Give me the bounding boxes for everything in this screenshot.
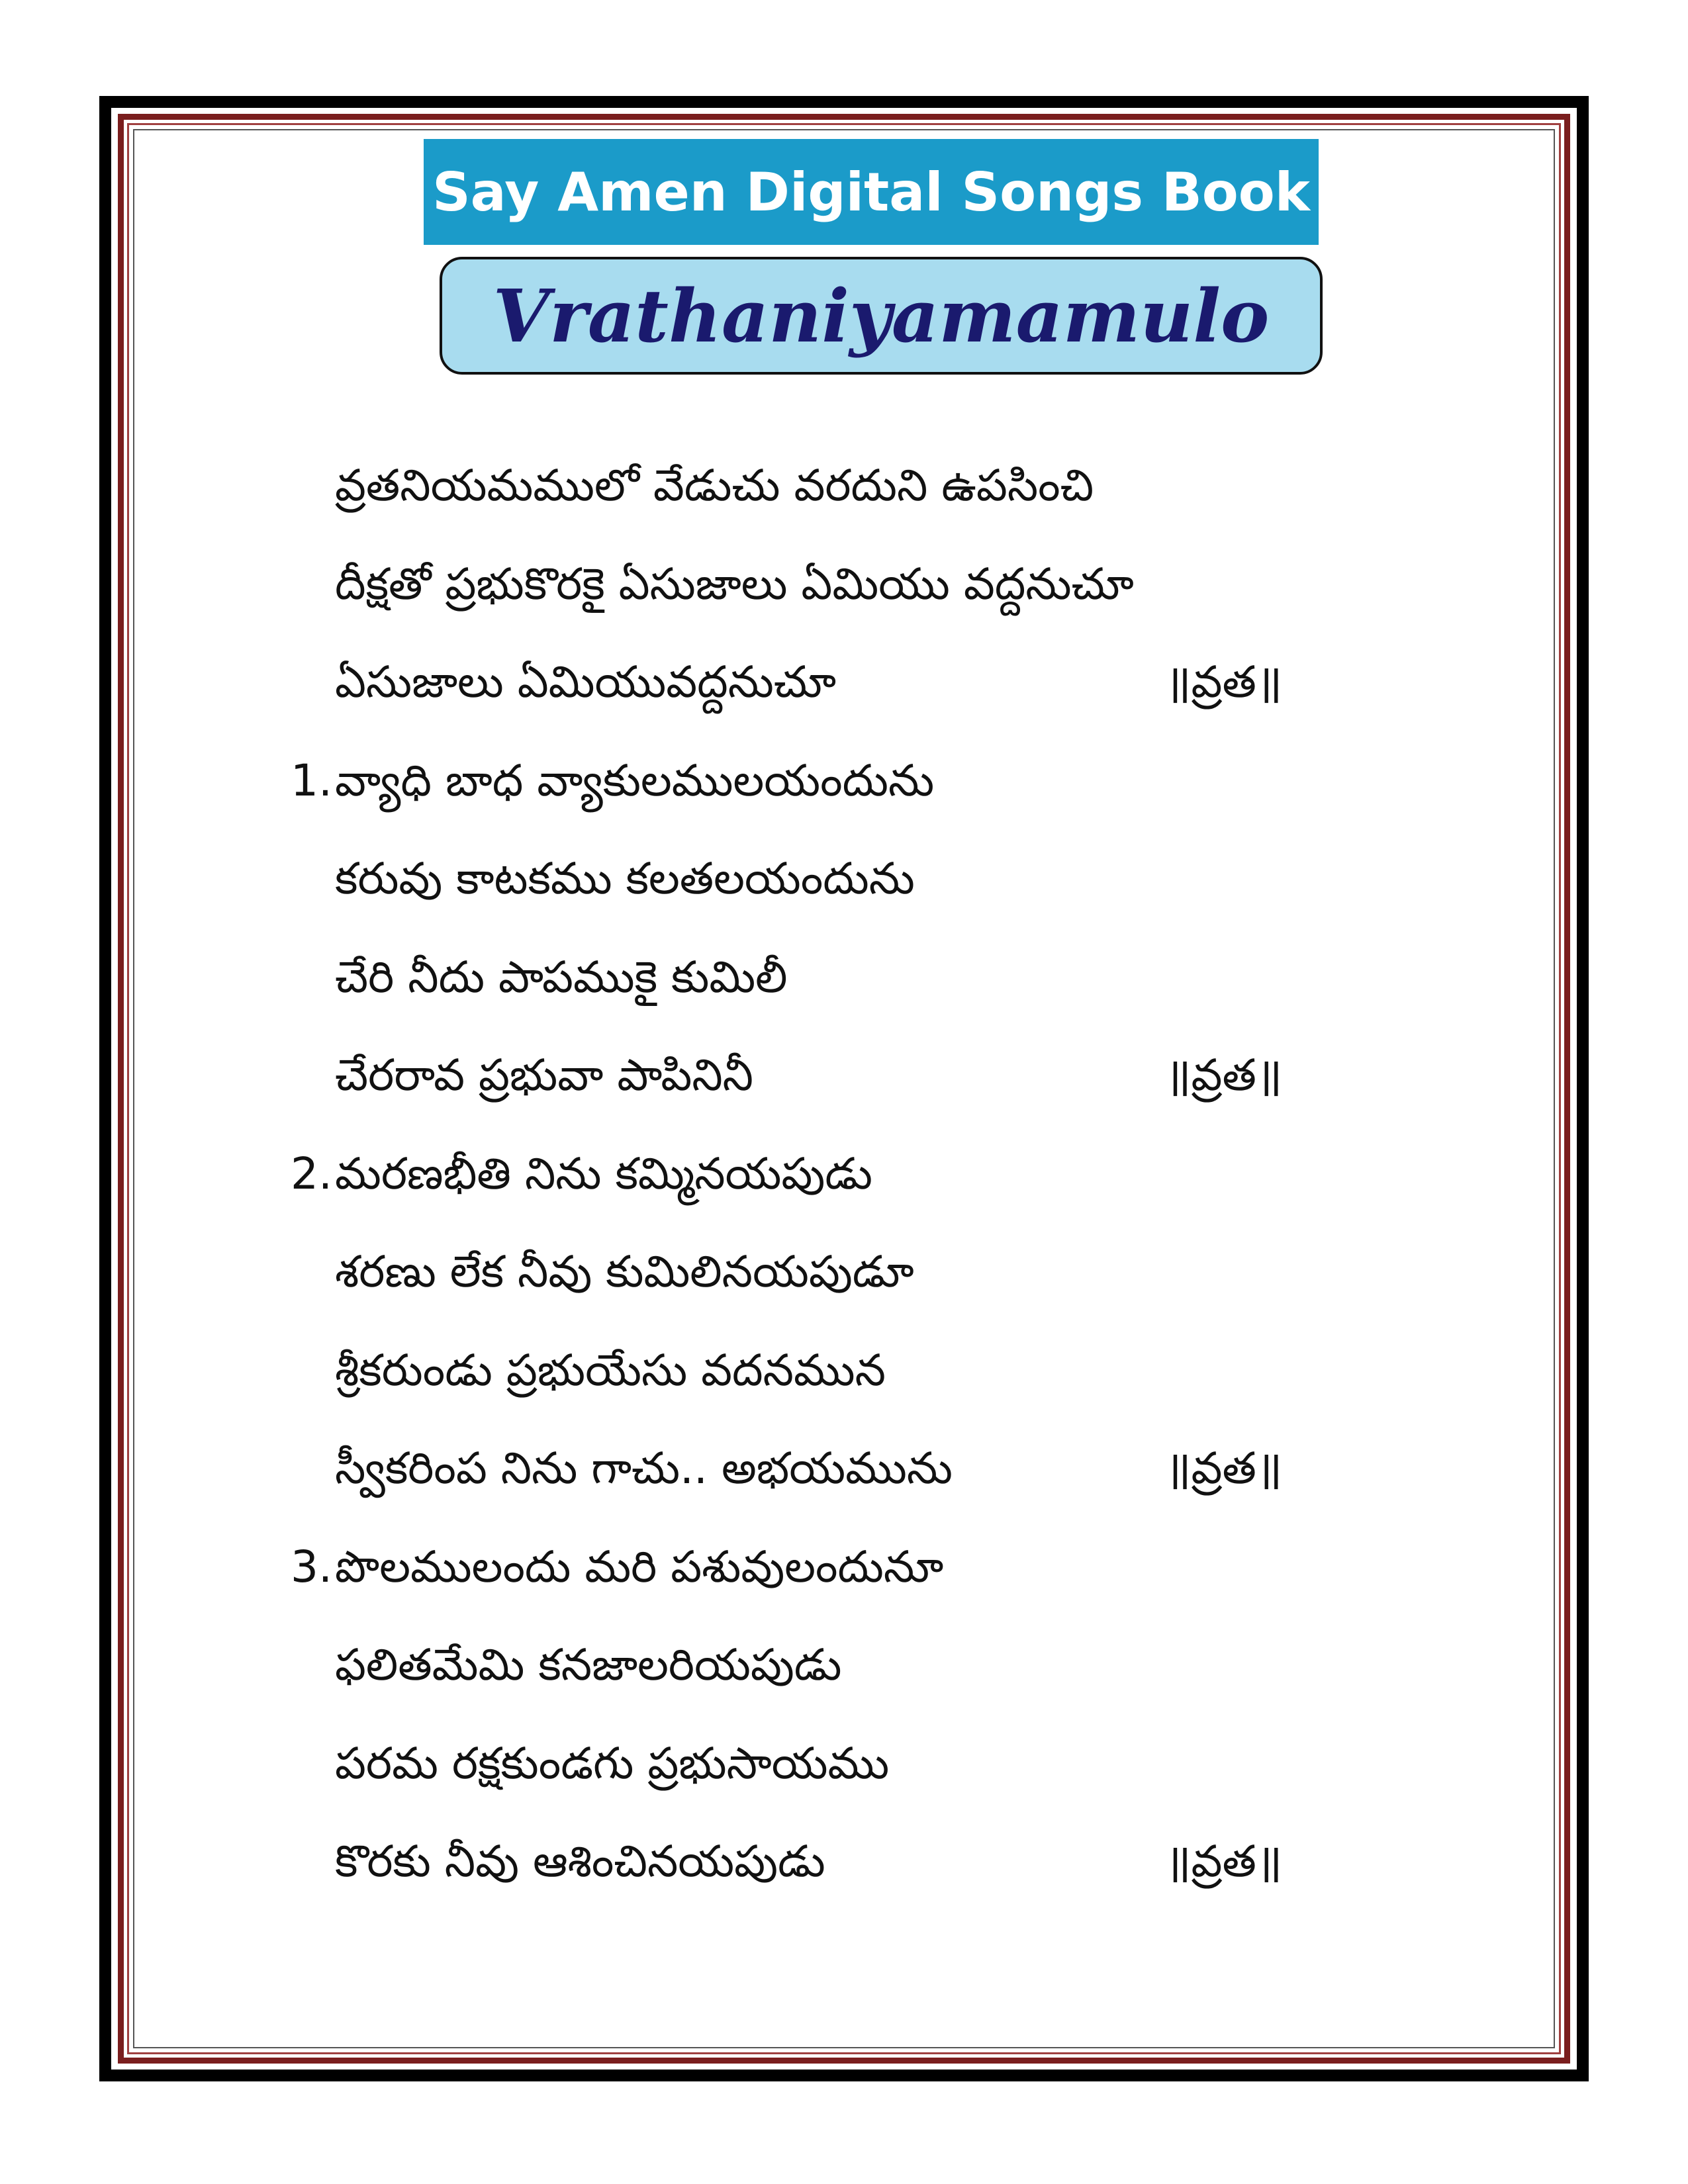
lyric-text: వ్యాధి బాధ వ్యాకులములయందును bbox=[335, 754, 935, 806]
refrain-marker: ॥వ్రత॥ bbox=[1165, 1443, 1283, 1494]
lyric-text: చేరరావ ప్రభువా పాపినినీ bbox=[335, 1050, 753, 1101]
lyric-text: ఫలితమేమి కనజాలరియపుడు bbox=[335, 1639, 842, 1690]
refrain-marker: ॥వ్రత॥ bbox=[1165, 1050, 1283, 1101]
lyric-text: చేరి నీదు పాపముకై కుమిలీ bbox=[335, 951, 788, 1003]
refrain-marker: ॥వ్రత॥ bbox=[1165, 657, 1283, 707]
lyric-text: కొరకు నీవు ఆశించినయపుడు bbox=[335, 1836, 825, 1887]
lyric-text: పరమ రక్షకుండగు ప్రభుసాయము bbox=[335, 1737, 890, 1789]
lyric-text: కరువు కాటకము కలతలయందును bbox=[335, 853, 915, 904]
lyric-line bbox=[285, 437, 1443, 535]
lyric-line bbox=[285, 1715, 1443, 1813]
lyric-line bbox=[285, 1813, 1443, 1911]
lyric-line bbox=[285, 1322, 1443, 1420]
lyric-line bbox=[285, 929, 1443, 1027]
lyric-text: పొలములందు మరి పశువులందునూ bbox=[335, 1541, 944, 1592]
lyric-line bbox=[285, 535, 1443, 634]
lyric-text: శ్రీకరుండు ప్రభుయేసు వదనమున bbox=[335, 1344, 886, 1396]
songbook-banner bbox=[424, 139, 1319, 245]
song-title-box bbox=[440, 257, 1323, 375]
verse-number: 1. bbox=[291, 754, 332, 806]
lyric-line bbox=[285, 1223, 1443, 1322]
lyric-text: మరణభీతి నిను కమ్మినయపుడు bbox=[335, 1148, 872, 1199]
lyric-text: దీక్షతో ప్రభుకొరకై ఏసుజాలు ఏమియు వద్దనుచూ bbox=[335, 558, 1134, 610]
lyric-line bbox=[285, 1616, 1443, 1715]
lyric-line bbox=[285, 1026, 1443, 1125]
lyric-text: శరణు లేక నీవు కుమిలినయపుడూ bbox=[335, 1246, 914, 1297]
song-title: Vrathaniyamamulo bbox=[492, 273, 1270, 359]
banner-title: Say Amen Digital Songs Book bbox=[432, 161, 1310, 223]
lyric-line bbox=[285, 1518, 1443, 1617]
verse-number: 2. bbox=[291, 1148, 332, 1199]
lyric-line bbox=[285, 732, 1443, 831]
lyric-line bbox=[285, 1125, 1443, 1224]
lyric-text: వ్రతనియమములో వేడుచు వరదుని ఉపసించి bbox=[335, 460, 1094, 511]
lyric-text: ఏసుజాలు ఏమియువద్దనుచూ bbox=[335, 657, 837, 707]
lyrics-block bbox=[285, 437, 1443, 1911]
verse-number: 3. bbox=[291, 1541, 332, 1592]
lyric-text: స్వీకరింప నిను గాచు.. అభయమును bbox=[335, 1443, 953, 1494]
lyric-line bbox=[285, 633, 1443, 732]
refrain-marker: ॥వ్రత॥ bbox=[1165, 1836, 1283, 1887]
lyric-line bbox=[285, 1420, 1443, 1518]
lyric-line bbox=[285, 830, 1443, 929]
